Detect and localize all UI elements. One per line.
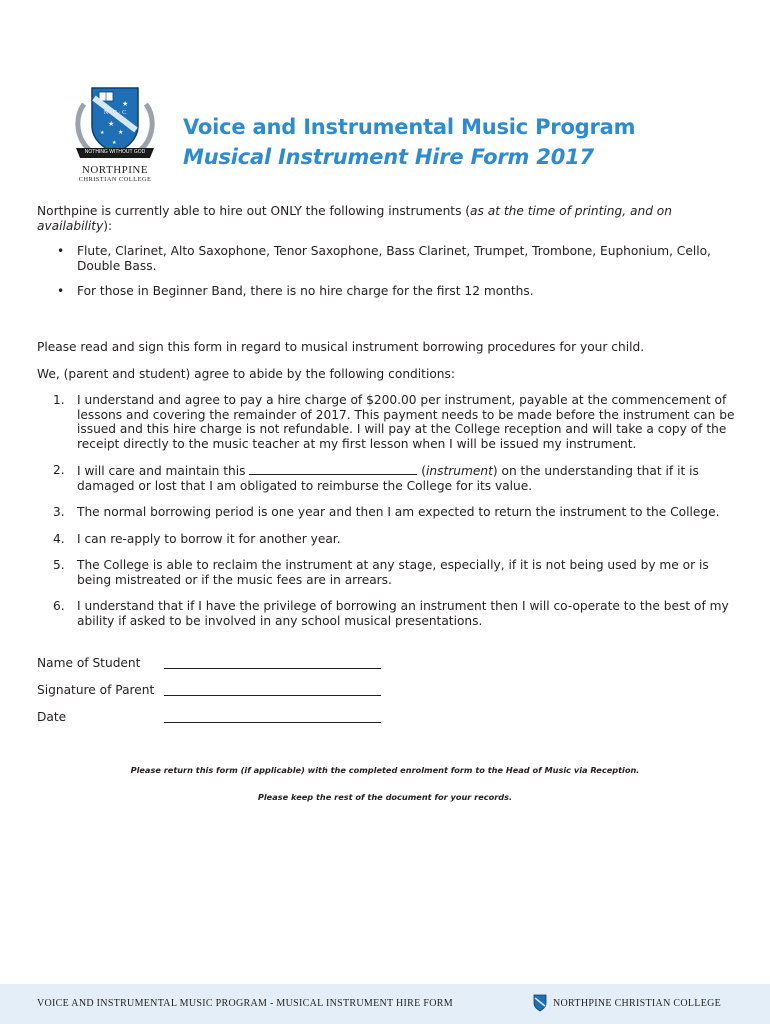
page-subtitle: Musical Instrument Hire Form 2017 [183, 145, 594, 169]
instrument-blank-field[interactable] [249, 463, 417, 475]
page-footer [0, 984, 770, 1024]
intro-paragraph [37, 204, 737, 233]
intro-text: Northpine is currently able to hire out ONLY the following instruments ( [37, 204, 471, 218]
date-field[interactable] [164, 722, 381, 723]
condition-text-post: ) on the understanding that if it is damaged or lost that I am obligated to reimburse the College for its value. [77, 464, 699, 493]
date-label: Date [37, 710, 67, 724]
svg-text:★: ★ [108, 120, 115, 128]
return-note: Please return this form (if applicable) with the completed enrolment form to the Head of Music via Reception. [130, 765, 640, 775]
condition-text: The normal borrowing period is one year and then I am expected to return the instrument to the College. [77, 505, 720, 519]
list-item [37, 244, 737, 273]
condition-text-pre: I will care and maintain this [77, 464, 250, 478]
svg-text:★: ★ [112, 140, 117, 146]
parent-signature-label: Signature of Parent [37, 683, 155, 697]
instrument-list [37, 244, 737, 310]
intro-italic: as at the time of printing, and on availability [37, 204, 672, 233]
conditions-list [37, 393, 737, 640]
crest-college-subname: CHRISTIAN COLLEGE [78, 176, 152, 183]
footer-crest-icon [532, 994, 548, 1012]
footer-program-title: VOICE AND INSTRUMENTAL MUSIC PROGRAM - MUSICAL INSTRUMENT HIRE FORM [37, 998, 453, 1009]
condition-text: I can re-apply to borrow it for another year. [77, 531, 341, 546]
keep-note: Please keep the rest of the document for your records. [257, 792, 513, 802]
date-row [37, 710, 397, 726]
footer-college-name: NORTHPINE CHRISTIAN COLLEGE [553, 998, 722, 1009]
condition-item [37, 505, 737, 520]
agreement-intro: We, (parent and student) agree to abide by the following conditions: [37, 367, 455, 381]
college-crest [70, 82, 160, 194]
student-name-row [37, 656, 397, 672]
intro-tail: ): [103, 218, 113, 233]
condition-number: 1. [53, 393, 65, 407]
svg-text:★: ★ [118, 129, 124, 136]
student-name-field[interactable] [164, 668, 381, 669]
crest-motto: NOTHING WITHOUT GOD [84, 149, 146, 155]
condition-number: 4. [53, 531, 65, 546]
condition-number: 6. [53, 599, 65, 613]
condition-item: 2. I will care and maintain this (instrument) on the understanding that if it is damaged or lost that I am obligated to reimburse the College for its value. [53, 463, 699, 493]
condition-item [37, 599, 737, 628]
condition-italic: instrument [426, 464, 493, 478]
condition-number: 2. [53, 463, 65, 477]
condition-text: The College is able to reclaim the instrument at any stage, especially, if it is not being used by me or is being mistreated or if the music fees are in arrears. [77, 558, 709, 587]
svg-text:★: ★ [100, 130, 105, 136]
bullet-icon: • [57, 244, 65, 258]
bullet-text: Flute, Clarinet, Alto Saxophone, Tenor Saxophone, Bass Clarinet, Trumpet, Trombone, Euphonium, Cello, Double Bass. [77, 244, 711, 273]
bullet-icon: • [57, 284, 65, 298]
student-name-label: Name of Student [37, 656, 141, 670]
condition-text: I understand that if I have the privilege of borrowing an instrument then I will co-operate to the best of my ability if asked to be involved in any school musical presentations. [77, 599, 729, 628]
condition-text: I understand and agree to pay a hire charge of $200.00 per instrument, payable at the commencement of lessons and covering the remainder of 2017. This payment needs to be made before the instrument can be issued and this hire charge is not refundable. I will pay at the College reception and will take a copy of the receipt directly to the music teacher at my first lesson when I will be issued my instrument. [77, 393, 735, 451]
crest-college-name: NORTHPINE [81, 164, 149, 176]
condition-item [37, 393, 737, 451]
parent-signature-row [37, 683, 397, 699]
condition-number: 5. [53, 558, 65, 572]
condition-item [37, 532, 737, 547]
bullet-text: For those in Beginner Band, there is no hire charge for the first 12 months. [77, 284, 534, 298]
crest-letters: N · C · C [103, 110, 127, 116]
read-instructions: Please read and sign this form in regard to musical instrument borrowing procedures for your child. [37, 340, 645, 354]
condition-item [37, 558, 737, 587]
svg-text:★: ★ [122, 100, 129, 108]
list-item [37, 284, 737, 299]
page-title: Voice and Instrumental Music Program [183, 115, 636, 139]
parent-signature-field[interactable] [164, 695, 381, 696]
condition-number: 3. [53, 505, 65, 519]
